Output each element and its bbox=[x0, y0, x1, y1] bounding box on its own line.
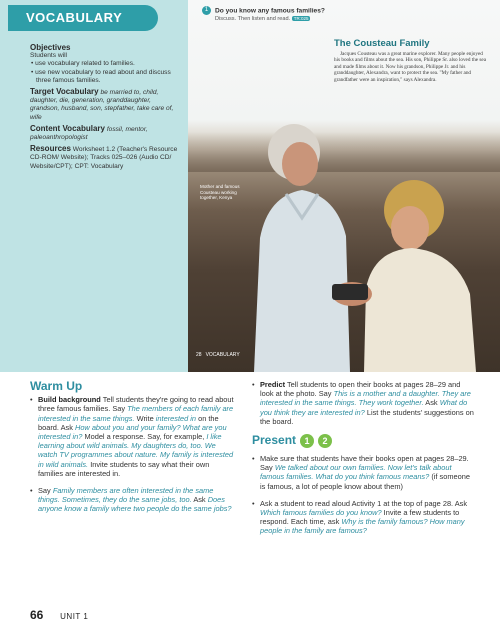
text-span: Ask a student to read aloud Activity 1 at the top of page 28. Ask bbox=[260, 498, 468, 508]
build-background-item bbox=[30, 395, 236, 478]
text-span: Tell students they're going to read about three famous families. Say bbox=[38, 395, 234, 414]
activity-instruction-text: Discuss. Then listen and read. bbox=[215, 16, 291, 22]
mother-face bbox=[282, 142, 318, 186]
text-span: Make sure that students have their books open at pages 28–29. Say bbox=[260, 454, 469, 473]
handheld-device bbox=[332, 284, 368, 300]
predict-present-column bbox=[252, 380, 474, 544]
lesson-objectives-panel bbox=[30, 42, 182, 171]
text-span: Tell students to open their books at pages 28–29 and look at the photo. Say bbox=[260, 380, 461, 399]
text-span: Invite students to say what their own families are interested in. bbox=[38, 459, 210, 478]
objectives-heading: Objectives bbox=[30, 43, 71, 52]
present-item-activity bbox=[252, 499, 474, 536]
predict-item bbox=[252, 380, 474, 426]
present-heading-row bbox=[252, 434, 474, 448]
example-text: I like learning about wild animals. My daughters do, too. We watch TV programmes about nature. My family is interested in wild animals. bbox=[38, 432, 234, 469]
example-text: How about you and your family? What are you interested in? bbox=[38, 422, 227, 442]
example-text: The members of each family are interested in the same things. bbox=[38, 404, 234, 423]
content-vocabulary-list: fossil, mentor, paleoanthropologist bbox=[30, 125, 148, 142]
activity-question bbox=[202, 6, 325, 15]
example-text: Which famous families do you know? bbox=[260, 508, 382, 518]
predict-label: Predict bbox=[260, 380, 286, 389]
text-span: Ask bbox=[193, 495, 206, 505]
objective-item: • use new vocabulary to read about and discuss three famous families. bbox=[31, 68, 171, 84]
student-page-unit: VOCABULARY bbox=[205, 352, 240, 358]
content-vocabulary-heading: Content Vocabulary bbox=[30, 123, 105, 133]
present-heading: Present bbox=[252, 433, 297, 448]
example-text: This is a mother and a daughter. They are interested in the same things. They work together. bbox=[260, 389, 471, 408]
page-number: 66 bbox=[30, 608, 44, 622]
student-page-photo bbox=[188, 0, 500, 372]
warm-up-column bbox=[30, 380, 236, 522]
objective-item: • use vocabulary related to families. bbox=[31, 60, 135, 68]
text-span: Model a response. Say, for example, bbox=[84, 432, 205, 442]
target-vocabulary-heading: Target Vocabulary bbox=[30, 87, 99, 97]
activity-question-text: Do you know any famous families? bbox=[215, 7, 325, 15]
example-text: Family members are often interested in the same things. Sometimes, they do the same jobs, too. bbox=[38, 486, 214, 505]
photo-caption: Mother and famous Cousteau working together, Kenya bbox=[200, 184, 240, 201]
target-vocabulary-list: be married to, child, daughter, die, generation, granddaughter, grandson, husband, son, stepfather, take care of, wife bbox=[30, 89, 174, 121]
text-span: List the students' suggestions on the board. bbox=[260, 407, 474, 426]
present-item-famous bbox=[252, 454, 474, 491]
example-text: What do you think they are interested in? bbox=[260, 398, 468, 417]
unit-label: UNIT 1 bbox=[60, 612, 89, 621]
student-page-number: 28 bbox=[196, 352, 202, 358]
example-text: Why is the family famous? How many people in the family are famous? bbox=[260, 517, 465, 536]
people-illustration bbox=[224, 118, 500, 372]
activity-1-badge: 1 bbox=[300, 434, 314, 448]
audio-track-badge: TR:025 bbox=[293, 16, 309, 21]
daughter-body bbox=[364, 248, 476, 372]
page-footer bbox=[30, 608, 88, 622]
text-span: Ask bbox=[425, 398, 438, 408]
student-page-footer bbox=[196, 352, 244, 358]
vocabulary-sidebar bbox=[0, 0, 188, 372]
warm-up-heading: Warm Up bbox=[30, 379, 83, 393]
activity-instruction bbox=[215, 16, 310, 22]
activity-number: 1 bbox=[202, 6, 211, 15]
cousteau-body: Jacques Cousteau was a great marine explorer. Many people enjoyed his books and films about the sea. His son, Philippe Sr. also loved the sea and made films about it. Now his grandson, Philippe Jr. and his granddaughter, Alexandra, want to protect the sea. "My father and grandfather were an inspiration," says Alexandra. bbox=[334, 51, 487, 83]
text-span: on the board. Ask bbox=[38, 413, 219, 432]
build-background-label: Build background bbox=[38, 395, 101, 405]
resources-heading: Resources bbox=[30, 144, 71, 154]
text-span: Invite a few students to respond. Each time, ask bbox=[260, 508, 460, 527]
example-text: Does anyone know a family where two people do the same jobs? bbox=[38, 495, 232, 514]
example-text: We talked about our own families. Now let's talk about famous families. What do you think famous means? bbox=[260, 463, 452, 482]
daughter-face bbox=[391, 206, 429, 250]
cousteau-reading-box bbox=[334, 38, 486, 83]
cousteau-title: The Cousteau Family bbox=[334, 38, 430, 49]
text-span: Write bbox=[136, 413, 154, 423]
text-span: Say bbox=[38, 486, 51, 496]
family-jobs-item bbox=[30, 486, 236, 514]
text-span: (if someone is famous, a lot of people know about them) bbox=[260, 472, 470, 491]
activity-2-badge: 2 bbox=[318, 434, 332, 448]
example-text: interested in bbox=[155, 413, 197, 423]
vocabulary-tab: VOCABULARY bbox=[8, 5, 158, 31]
resources-list: Worksheet 1.2 (Teacher's Resource CD-ROM/ Website); Tracks 025–026 (Audio CD/ Website/CPT); CPT: Vocabulary bbox=[30, 146, 178, 170]
objectives-intro: Students will bbox=[30, 52, 68, 60]
